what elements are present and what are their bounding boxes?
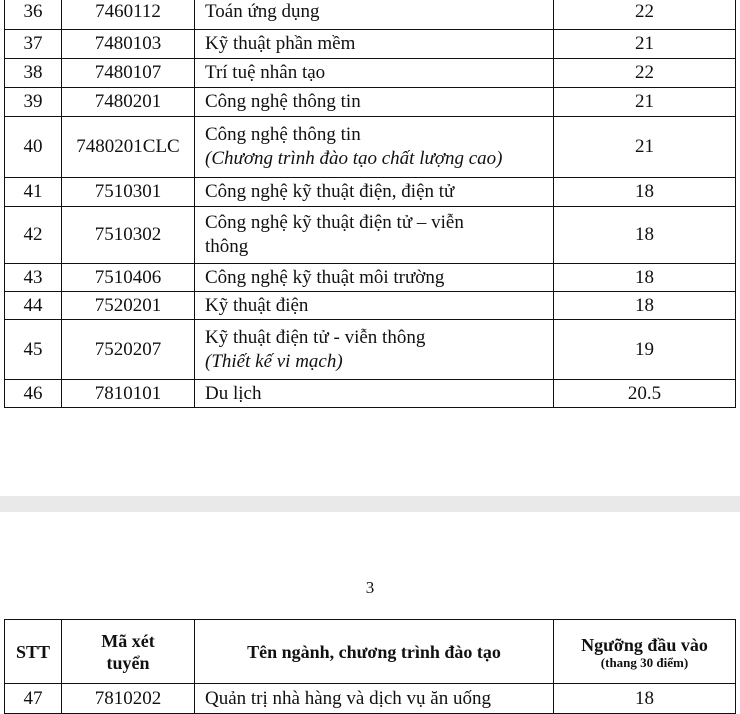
stt-cell: 40 bbox=[5, 117, 62, 178]
program-cell bbox=[195, 117, 554, 178]
program-note: (Chương trình đào tạo chất lượng cao) bbox=[205, 148, 503, 169]
program-note: (Thiết kế vi mạch) bbox=[205, 350, 343, 372]
program-cell: Kỹ thuật điện bbox=[195, 292, 554, 320]
stt-cell: 39 bbox=[5, 88, 62, 117]
program-cell: Công nghệ thông tin bbox=[195, 88, 554, 117]
header-score bbox=[554, 620, 736, 684]
score-cell: 21 bbox=[554, 88, 736, 117]
stt-cell: 36 bbox=[5, 0, 62, 30]
table-row bbox=[5, 30, 736, 59]
stt-cell: 46 bbox=[5, 380, 62, 408]
header-score-label: Ngưỡng đầu vào bbox=[581, 634, 708, 655]
stt-cell: 38 bbox=[5, 59, 62, 88]
program-cell: Công nghệ kỹ thuật điện, điện tử bbox=[195, 178, 554, 207]
program-cell: Công nghệ kỹ thuật môi trường bbox=[195, 264, 554, 292]
program-name: Công nghệ thông tin bbox=[205, 124, 361, 145]
table-row bbox=[5, 684, 736, 714]
score-cell: 18 bbox=[554, 292, 736, 320]
code-cell: 7810101 bbox=[62, 380, 195, 408]
table-row bbox=[5, 59, 736, 88]
score-cell: 21 bbox=[554, 117, 736, 178]
stt-cell: 42 bbox=[5, 207, 62, 264]
admission-table-bottom bbox=[4, 619, 736, 714]
score-cell: 18 bbox=[554, 207, 736, 264]
program-cell bbox=[195, 320, 554, 380]
code-cell: 7520201 bbox=[62, 292, 195, 320]
header-stt: STT bbox=[5, 620, 62, 684]
score-cell: 20.5 bbox=[554, 380, 736, 408]
table-row bbox=[5, 264, 736, 292]
code-cell: 7810202 bbox=[62, 684, 195, 714]
code-cell: 7510406 bbox=[62, 264, 195, 292]
program-cell: Công nghệ kỹ thuật điện tử – viễn thông bbox=[195, 207, 554, 264]
program-cell: Kỹ thuật phần mềm bbox=[195, 30, 554, 59]
table-row bbox=[5, 88, 736, 117]
admission-table-top bbox=[4, 0, 736, 408]
table-row bbox=[5, 117, 736, 178]
stt-cell: 47 bbox=[5, 684, 62, 714]
score-cell: 22 bbox=[554, 0, 736, 30]
header-code: Mã xét tuyển bbox=[62, 620, 195, 684]
table-row bbox=[5, 380, 736, 408]
stt-cell: 44 bbox=[5, 292, 62, 320]
score-cell: 21 bbox=[554, 30, 736, 59]
header-score-scale: (thang 30 điểm) bbox=[600, 654, 689, 670]
stt-cell: 45 bbox=[5, 320, 62, 380]
score-cell: 22 bbox=[554, 59, 736, 88]
score-cell: 18 bbox=[554, 178, 736, 207]
table-row bbox=[5, 292, 736, 320]
table-header-row bbox=[5, 620, 736, 684]
stt-cell: 43 bbox=[5, 264, 62, 292]
page-separator bbox=[0, 496, 740, 512]
program-cell: Toán ứng dụng bbox=[195, 0, 554, 30]
score-cell: 18 bbox=[554, 264, 736, 292]
program-cell: Trí tuệ nhân tạo bbox=[195, 59, 554, 88]
header-program: Tên ngành, chương trình đào tạo bbox=[195, 620, 554, 684]
code-cell: 7460112 bbox=[62, 0, 195, 30]
code-cell: 7510302 bbox=[62, 207, 195, 264]
score-cell: 18 bbox=[554, 684, 736, 714]
code-cell: 7480107 bbox=[62, 59, 195, 88]
stt-cell: 41 bbox=[5, 178, 62, 207]
table-row bbox=[5, 0, 736, 30]
code-cell: 7520207 bbox=[62, 320, 195, 380]
code-cell: 7510301 bbox=[62, 178, 195, 207]
score-cell: 19 bbox=[554, 320, 736, 380]
program-cell: Quản trị nhà hàng và dịch vụ ăn uống bbox=[195, 684, 554, 714]
code-cell: 7480201CLC bbox=[62, 117, 195, 178]
program-cell: Du lịch bbox=[195, 380, 554, 408]
table-row bbox=[5, 178, 736, 207]
table-row bbox=[5, 320, 736, 380]
code-cell: 7480201 bbox=[62, 88, 195, 117]
program-name: Kỹ thuật điện tử - viễn thông bbox=[205, 326, 426, 348]
code-cell: 7480103 bbox=[62, 30, 195, 59]
table-row bbox=[5, 207, 736, 264]
page-number: 3 bbox=[365, 578, 375, 597]
stt-cell: 37 bbox=[5, 30, 62, 59]
